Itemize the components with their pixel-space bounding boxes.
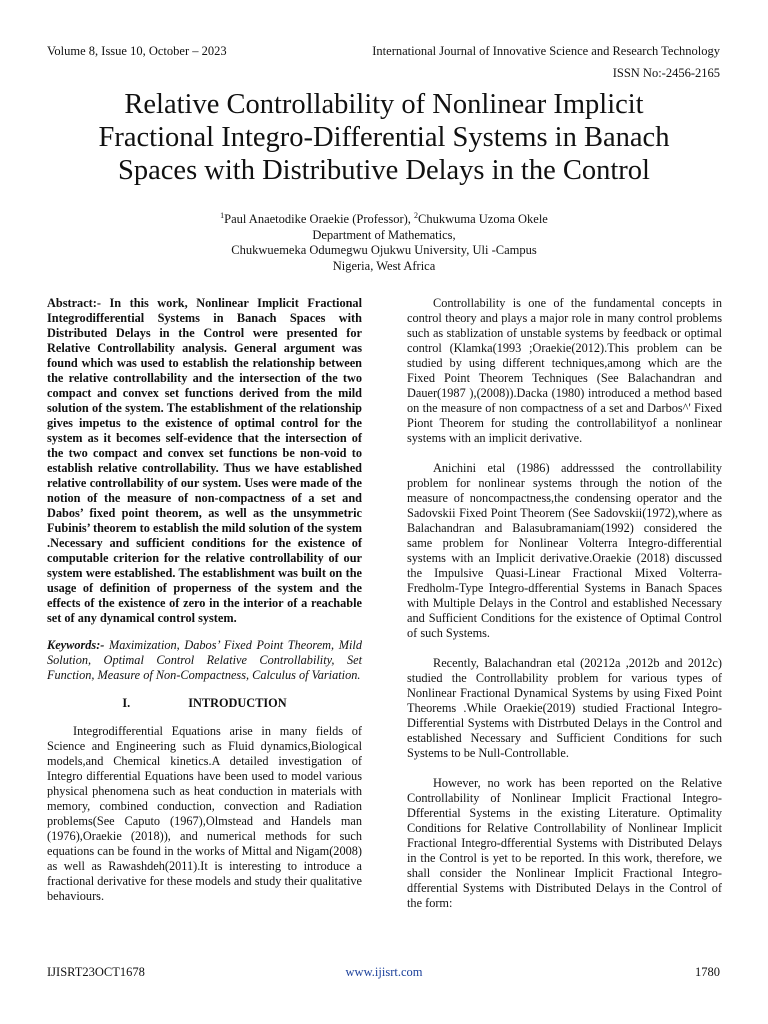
intro-paragraph: Integrodifferential Equations arise in many fields of Science and Engineering such as Fluid dynamics,Biological models,and Chemical kinetics.A detailed investigation of Integro differential Equations have been used to model various physical phenomena such as heat conduction in materials with memory, combined conduction, convection and Radiation problems(See Caputo (1967),Olmstead and Handels man (1976),Oraekie (2018)), and numerical methods for such equations can be found in the works of Mittal and Nigam(2008) as well as Rawashdeh(2011).It is interesting to introduce a fractional derivative for these models and study their qualitative behaviours. [47,724,362,903]
author-department: Department of Mathematics, [312,227,456,242]
section-title: INTRODUCTION [188,696,287,710]
author-university: Chukwuemeka Odumegwu Ojukwu University, Uli -Campus [231,243,537,257]
author-names [0,212,768,228]
title-line-1: Relative Controllability of Nonlinear Implicit [124,89,644,120]
abstract: Abstract:- In this work, Nonlinear Implicit Fractional Integrodifferential Systems in Banach Spaces with Distributed Delays in the Control were presented for Relative Controllability analysis. General argument was found which was used to establish the relationship between the relative controllability and the intersection of the two compact and convex set functions derived from the mild solution of the system. The establishment of the relationship gives impetus to the existence of optimal control for the system as it becomes self-evidence that the intersection of the two compact and convex set functions be non-void to establish relative controllability. Thus we have established relative controllability of our system. Uses were made of the notion of the measure of non-compactness of a set and Dabos’ fixed point theorem, as well as the unsymmetric Fubinis’ theorem to establish the mild solution of the system .Necessary and sufficient conditions for the existence of computable criterion for the relative controllability of our system were established. The establishment was built on the usage of definition of properness of the system and the effects of the existence of zero in the interior of a reachable set of any dynamical control system. [47,296,362,625]
header-issn: ISSN No:-2456-2165 [612,66,720,80]
paragraph-however: However, no work has been reported on the Relative Controllability of Nonlinear Implicit Fractional Integro-Dfferential Systems in the existing Literature. Optimality Conditions for Relative Controllability of Nonlinear Implicit Fractional Integro-dfferential Systems with Distributed Delays in the Control is yet to be reported. In this work, therefore, we shall consider the Nonlinear Implicit Fractional Integro-dfferential Systems with Distributed Delays in the Control of the form: [407,776,722,910]
keywords [47,638,362,683]
footer-website-link[interactable]: www.ijisrt.com [345,965,423,979]
left-column [47,296,362,904]
section-number: I. [122,696,131,710]
title-line-3: Spaces with Distributive Delays in the Control [118,155,650,186]
paragraph-recently: Recently, Balachandran etal (20212a ,2012b and 2012c) studied the Controllability problem for various types of Nonlinear Fractional Dynamical Systems by using Fixed Point Theorems .While Oraekie(2019) studied Fractional Integro-Differential Systems with Distrbuted Delays in the Control and established Necessary and Sufficient Conditions for such Systems to be Null-Controllable. [407,656,722,760]
author-country: Nigeria, West Africa [332,258,436,273]
author-block [0,212,768,274]
paragraph-controllability: Controllability is one of the fundamental concepts in control theory and plays a major role in many control problems such as stablization of unstable systems by feedback or optimal control (Klamka(1993 ;Oraekie(2012).This problem can be studied by using different techniques,among which are the Fixed Point Theorem Techniques (See Balachandran and Dauer(1987 ),(2008)).Dacka (1980) introduced a method based on the measure of non compactness of a set and Darbos^' Fixed Piont Theorem for studing the controllabilityof a nonlinear systems with an implicit derivative. [407,296,722,445]
paragraph-anichini: Anichini etal (1986) addresssed the controllability problem for nonlinear systems through the notion of the measure of noncompactness,the condensing operator and the Sadovskii Fixed Point Theorem (See Sadovskii(1972),where as Balachandran and Balasubramaniam(1992) considered the same problem for Nonlinear Volterra Integro-differential systems with an Implicit derivative.Oraekie (2018) discussed the Impulsive Quasi-Linear Fractional Mixed Volterra-Fredholm-Type Integro-dfferential Systems in Banach Spaces with Multiple Delays in the Control and established Necessary and Sufficient Conditions for the existence of Optimal Control of such Systems. [407,461,722,640]
section-heading [47,696,362,711]
keywords-label: Keywords:- [47,638,105,652]
right-column [407,296,722,911]
author2-sup: 2 [414,210,419,220]
title-line-2: Fractional Integro-Differential Systems in Banach [98,122,670,153]
header-volume: Volume 8, Issue 10, October – 2023 [47,44,227,58]
footer-page-number: 1780 [695,965,720,979]
footer-id: IJISRT23OCT1678 [47,965,145,979]
keywords-text: Maximization, Dabos’ Fixed Point Theorem, Mild Solution, Optimal Control Relative Controllability, Set Function, Measure of Non-Compactness, Calculus of Variation. [47,638,362,682]
paper-title [40,88,728,187]
author-2: Chukwuma Uzoma Okele [418,212,548,226]
author1-sup: 1 [220,210,225,220]
header-journal: International Journal of Innovative Science and Research Technology [372,44,720,58]
author-1: Paul Anaetodike Oraekie (Professor), [224,212,415,226]
